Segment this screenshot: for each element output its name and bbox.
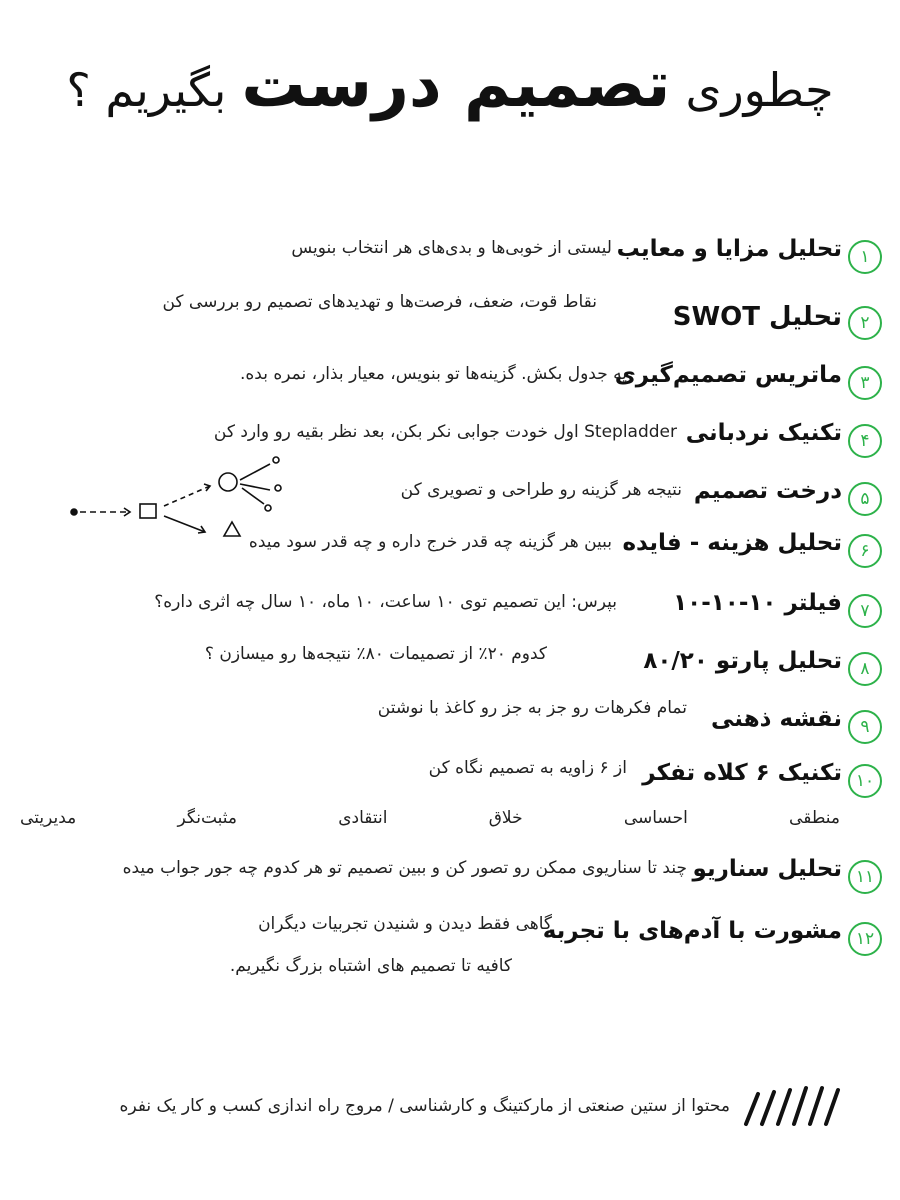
footer-text: محتوا از ستین صنعتی از مارکتینگ و کارشناسی / مروج راه اندازی کسب و کار یک نفره [119, 1096, 730, 1116]
item-number-badge: ۱ [848, 240, 882, 274]
title-part-3: بگیریم ؟ [66, 63, 227, 117]
list-item [22, 236, 882, 280]
item-number-badge: ۱۱ [848, 860, 882, 894]
item-description: از ۶ زاویه به تصمیم نگاه کن [428, 758, 627, 778]
hat-label: مدیریتی [20, 808, 77, 828]
item-number-badge: ۹ [848, 710, 882, 744]
item-title: تحلیل سناریو [692, 856, 842, 882]
item-title: تکنیک نردبانی [685, 420, 842, 446]
item-number-badge: ۱۲ [848, 922, 882, 956]
list-item [22, 644, 882, 692]
title-part-1: چطوری [685, 63, 834, 117]
item-title: درخت تصمیم [693, 478, 842, 504]
list-item [22, 856, 882, 900]
list-item [22, 914, 882, 998]
list-item [22, 530, 882, 574]
item-number-badge: ۲ [848, 306, 882, 340]
item-description: بپرس: این تصمیم توی ۱۰ ساعت، ۱۰ ماه، ۱۰ سال چه اثری داره؟ [154, 592, 617, 612]
item-description-line2: کافیه تا تصمیم های اشتباه بزرگ نگیریم. [229, 956, 512, 976]
item-title: ماتریس تصمیم‌گیری [614, 362, 842, 388]
item-title: تحلیل پارتو ۸۰/۲۰ [643, 648, 842, 674]
hat-label: منطقی [789, 808, 840, 828]
item-title: تحلیل مزایا و معایب [616, 236, 842, 262]
item-description: چند تا سناریوی ممکن رو تصور کن و ببین تصمیم تو هر کدوم چه جور جواب میده [122, 858, 687, 878]
item-title: تحلیل هزینه - فایده [622, 530, 842, 556]
item-description: Stepladder اول خودت جوابی نکر بکن، بعد نظر بقیه رو وارد کن [213, 422, 677, 442]
item-number-badge: ۶ [848, 534, 882, 568]
item-description: نقاط قوت، ضعف، فرصت‌ها و تهدیدهای تصمیم رو بررسی کن [162, 292, 597, 312]
signature-strokes [740, 1080, 850, 1130]
hat-label: خلاق [488, 808, 523, 828]
item-description: گاهی فقط دیدن و شنیدن تجربیات دیگران [258, 914, 552, 934]
list-item [22, 698, 882, 750]
decision-tree-sketch [60, 450, 300, 540]
item-description: یه جدول بکش. گزینه‌ها تو بنویس، معیار بذار، نمره بده. [239, 364, 627, 384]
list-item [22, 292, 882, 346]
hat-label: مثبت‌نگر [177, 808, 238, 828]
item-title: نقشه ذهنی [711, 706, 842, 732]
list-item [22, 590, 882, 634]
item-number-badge: ۴ [848, 424, 882, 458]
list-item [22, 760, 882, 804]
item-number-badge: ۵ [848, 482, 882, 516]
item-title: تحلیل SWOT [672, 302, 842, 332]
title-part-2: تصمیم درست [241, 48, 671, 122]
thinking-hats-list [20, 808, 840, 828]
footer-credit [30, 1096, 730, 1116]
item-description: تمام فکرهات رو جز به جز رو کاغذ با نوشتن [377, 698, 687, 718]
item-title: فیلتر ۱۰-۱۰-۱۰ [673, 590, 842, 616]
item-number-badge: ۸ [848, 652, 882, 686]
item-title: مشورت با آدم‌های با تجربه [542, 918, 842, 944]
item-number-badge: ۳ [848, 366, 882, 400]
list-item [22, 362, 882, 406]
item-description: ببین هر گزینه چه قدر خرج داره و چه قدر سود میده [248, 532, 612, 552]
item-number-badge: ۷ [848, 594, 882, 628]
item-description: کدوم ۲۰٪ از تصمیمات ۸۰٪ نتیجه‌ها رو میسازن ؟ [204, 644, 547, 664]
item-number-badge: ۱۰ [848, 764, 882, 798]
item-description: نتیجه هر گزینه رو طراحی و تصویری کن [400, 480, 682, 500]
item-title: تکنیک ۶ کلاه تفکر [642, 760, 842, 786]
item-description: لیستی از خوبی‌ها و بدی‌های هر انتخاب بنویس [291, 238, 612, 258]
page-title [60, 48, 840, 178]
hat-label: انتقادی [338, 808, 388, 828]
hat-label: احساسی [623, 808, 688, 828]
